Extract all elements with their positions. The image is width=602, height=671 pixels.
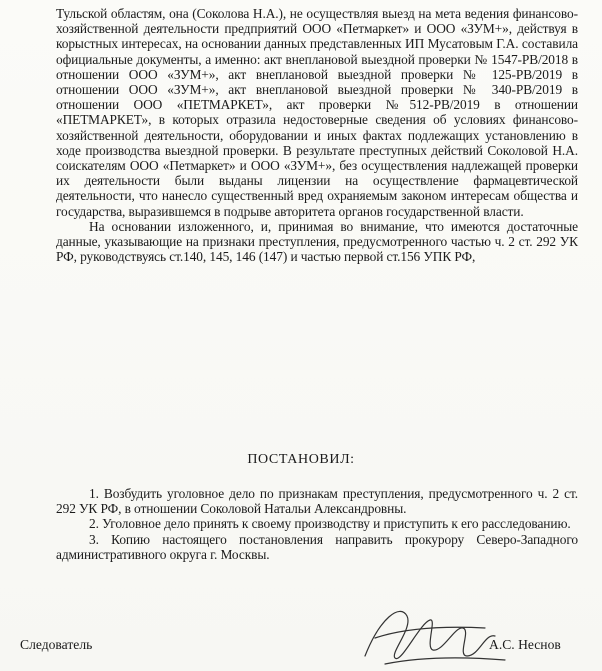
document-body: [56, 6, 578, 264]
signatory-name: А.С. Неснов: [489, 637, 561, 652]
paragraph-findings: Тульской областям, она (Соколова Н.А.), не осуществляя выезд на мета ведения финансово-хозяйственной деятельности предприятий ООО «Петмаркет» и ООО «ЗУМ+», действуя в корыстных интересах, на основании данных представленных ИП Мусатовым Г.А. составила официальные документы, а именно: акт внеплановой выездной проверки № 1547-РВ/2018 в отношении ООО «ЗУМ+», акт внеплановой выездной проверки № 125-РВ/2019 в отношении ООО «ЗУМ+», акт внеплановой выездной проверки № 340-РВ/2019 в отношении ООО «ПЕТМАРКЕТ», акт проверки №512-РВ/2019 в отношении «ПЕТМАРКЕТ», в которых отразила недостоверные сведения об условиях финансово-хозяйственной деятельности, оборудовании и иных фактах подлежащих установлению в ходе производства выездной проверки. В результате преступных действий Соколовой Н.А. соискателям ООО «Петмаркет» и ООО «ЗУМ+», без осуществления надлежащей проверки их деятельности были выданы лицензии на осуществление фармацевтической деятельности, что нанесло существенный вред охраняемым законом интересам общества и государства, выразившемся в подрыве авторитета органов государственной власти.: [56, 6, 578, 219]
resolution-item: 3. Копию настоящего постановления направить прокурору Северо-Западного административного округа г. Москвы.: [56, 531, 578, 562]
paragraph-grounds: На основании изложенного, и, принимая во внимание, что имеются достаточные данные, указывающие на признаки преступления, предусмотренного частью ч. 2 ст. 292 УК РФ, руководствуясь ст.140, 145, 146 (147) и частью первой ст.156 УПК РФ,: [56, 218, 578, 265]
resolution-item: 2. Уголовное дело принять к своему производству и приступить к его расследованию.: [89, 516, 571, 532]
resolution-item: 1. Возбудить уголовное дело по признакам преступления, предусмотренного ч. 2 ст. 292 УК РФ, в отношении Соколовой Натальи Александровны.: [56, 486, 578, 517]
resolution-heading: ПОСТАНОВИЛ:: [247, 452, 355, 467]
resolution-list: [56, 486, 578, 562]
signature-row: [20, 637, 580, 657]
signatory-role: Следователь: [20, 637, 93, 652]
handwritten-signature: [345, 598, 515, 671]
